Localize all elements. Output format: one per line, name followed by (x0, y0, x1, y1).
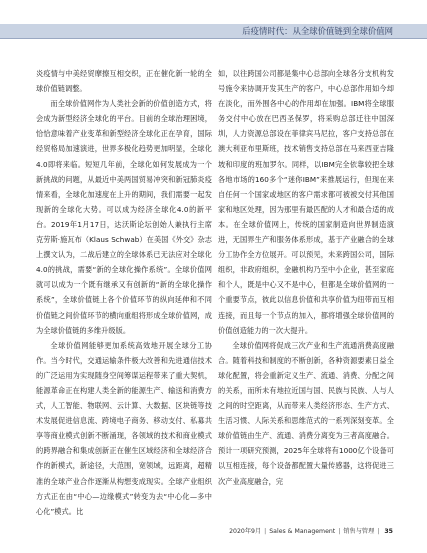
paragraph: 全球价值网能够更加系统高效地开展全球分工协作。当今时代，交通运输条件极大改善和先进通信技术的广泛运用为实现随身空间筹谋运程带来了重大契机，能源革命正在构建人类全新的能源生产、输送和消费方式，人工智能、物联网、云计算、大数据、区块链等技术发展促进信息流、跨境电子商务、移动支付、私募共享等商业模式创新不断涌现，各领域的技术和商业模式的跨界融合和集成创新正在催生区域经济和全球经济合作的新模式，新途径，大范围，宽领域，远距离，超精准的全球产业合作逐渐从构想变成现实。全球产业组织方式正在由“中心—边缘模式”转变为去“中心化—多中心化”模式。比 (36, 340, 212, 516)
footer-separator: | (338, 528, 341, 535)
article-column-left (36, 66, 212, 519)
paragraph: 炎疫情与中美经贸摩擦互相交织，正在催化新一轮的全球价值链调整。 (36, 69, 212, 94)
article-column-right (218, 66, 394, 489)
paragraph: 而全球价值网作为人类社会新的价值创造方式，将会成为新型经济全球化的平台。目前的全球治理困境，恰恰意味着产业变革和新型经济全球化正在孕育，国际经贸格局加速演进，世界多极化趋势更加明显，全球化4.0即将来临。短短几年前，全球化如何发展成为一个新挑战的问题，从最近中美两国贸易冲突和新冠肺炎疫情来看，全球化加速度在上升的期间，我们需要一起发现新的全球化大势。可以成为经济全球化4.0的新平台。2019年1月17日，达沃斯论坛创始人兼执行主席克劳斯·施瓦布（Klaus Schwab）在美国《外交》杂志上撰文认为，二战后建立的全球体系已无法应对全球化4.0的挑战，需要“新的全球化操作系统”。全球价值网就可以成为一个既有继承又有创新的“新的全球化操作系统”，全球价值链上各个价值环节的纵向延伸和不同价值链之间价值环节的横向重组将形成全球价值网，成为全球价值链的多维升级版。 (36, 99, 212, 335)
journal-name-en: Sales & Management (269, 528, 336, 535)
header-rule (0, 38, 427, 39)
issue-date: 2020年9月 (229, 528, 262, 535)
page-footer (229, 526, 393, 538)
footer-separator: | (264, 528, 267, 535)
paragraph: 如，以往跨国公司都是集中心总部向全球各分支机构发号施令来协调开发其生产的客户，中心总部作用如今却在淡化，而外围各中心的作用却在加强。IBM将全球服务交付中心放在巴西圣保罗，将采购总部迁往中国深圳，人力资源总部设在菲律宾马尼拉，客户支持总部在澳大利亚布里斯班，技术销售支持总部在马来西亚吉隆坡和印度的班加罗尔。同样，以IBM完全依靠较把全球各地市场的160多个“迷你IBM”来推展运行，但现在来自任何一个国家或地区的客户需求都可被被交付其他国家和地区处理，因为那里有最匹配的人才和最合适的成本。在全球价值网上，传统的国家制造向世界制造演进，无国界生产和服务体系形成，基于产业融合的全球分工协作全方位展开。可以预见，未来跨国公司，国际组织，非政府组织，金融机构乃至中小企业，甚至家庭和个人，既是中心又不是中心，但都是全球价值网的一个重要节点，彼此以信息价值和共享价值为纽带而互相连接，而且每一个节点的加入，都将增强全球价值网的价值创造能力的一次大提升。 (218, 69, 394, 335)
running-header (0, 0, 427, 48)
running-header-title: 后疫情时代：从全球价值链到全球价值网 (242, 26, 393, 36)
footer-separator: | (377, 528, 380, 535)
page-number: 35 (384, 528, 393, 535)
journal-name-cn: 销售与管理 (343, 528, 375, 535)
paragraph: 全球价值网将促成三次产业和生产流通消费高度融合。随着科技和制度的不断创新，各种资源要素日益全球化配置，将会重新定义生产、流通、消费、分配之间的关系，而所未有地拉近国与国、民族与民族、人与人之间的时空距离，从而带来人类经济形态、生产方式、生活习惯、人际关系和思维范式的一系列深刻变革。全球价值链由生产、流通、消费分离变为三者高度融合。预计一项研究预测，2025年全球将有1000亿个设备可以互相连接，每个设备都配置大量传感器，这将促进三次产业高度融合，完 (218, 340, 394, 486)
